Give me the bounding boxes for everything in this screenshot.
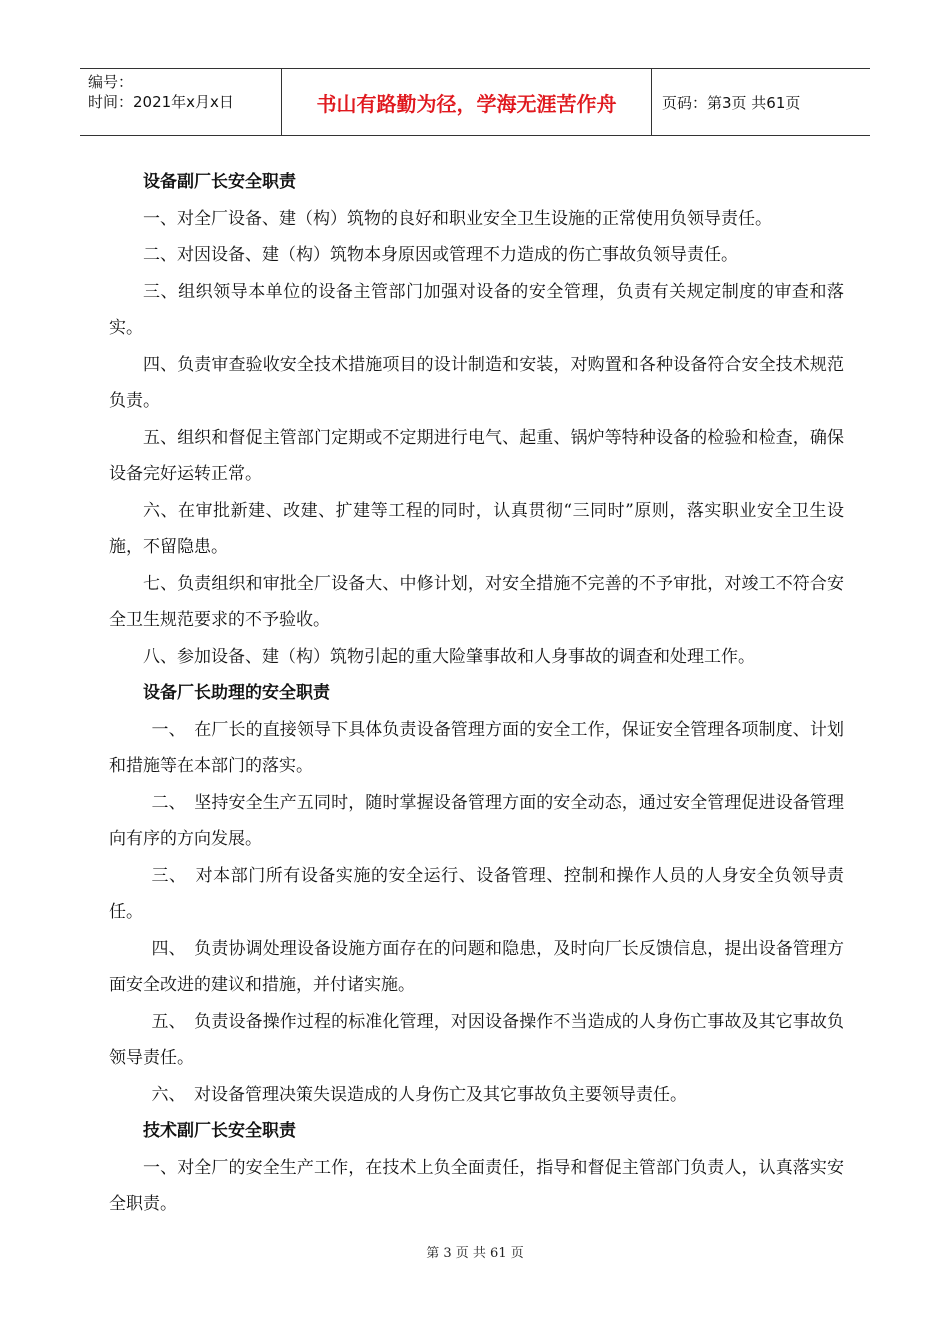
paragraph: 四、 负责协调处理设备设施方面存在的问题和隐患，及时向厂长反馈信息，提出设备管理方面安全改进的建议和措施，并付诸实施。 [109,938,844,995]
page-header [80,68,870,136]
paragraph: 二、 坚持安全生产五同时，随时掌握设备管理方面的安全动态，通过安全管理促进设备管理向有序的方向发展。 [109,792,844,849]
paragraph: 五、 负责设备操作过程的标准化管理，对因设备操作不当造成的人身伤亡事故及其它事故负领导责任。 [109,1011,844,1068]
header-page-info: 页码：第3页 共61页 [662,93,801,112]
paragraph: 一、对全厂设备、建（构）筑物的良好和职业安全卫生设施的正常使用负领导责任。 [143,208,772,229]
section-heading: 技术副厂长安全职责 [143,1121,296,1141]
paragraph: 一、 在厂长的直接领导下具体负责设备管理方面的安全工作，保证安全管理各项制度、计划和措施等在本部门的落实。 [109,719,844,776]
date-label: 时间：2021年x月x日 [88,93,234,111]
number-label: 编号： [88,73,134,91]
section-heading: 设备副厂长安全职责 [143,172,296,192]
paragraph: 六、在审批新建、改建、扩建等工程的同时，认真贯彻“三同时”原则，落实职业安全卫生设施，不留隐患。 [109,500,844,557]
header-meta [80,69,282,135]
section-heading: 设备厂长助理的安全职责 [143,683,330,703]
page-footer: 第 3 页 共 61 页 [426,1246,524,1261]
document-body [109,164,844,1223]
paragraph: 四、负责审查验收安全技术措施项目的设计制造和安装，对购置和各种设备符合安全技术规范负责。 [109,354,844,411]
paragraph: 二、对因设备、建（构）筑物本身原因或管理不力造成的伤亡事故负领导责任。 [143,245,738,265]
paragraph: 五、组织和督促主管部门定期或不定期进行电气、起重、锅炉等特种设备的检验和检查，确保设备完好运转正常。 [109,427,844,484]
paragraph: 六、 对设备管理决策失误造成的人身伤亡及其它事故负主要领导责任。 [151,1084,687,1105]
paragraph: 七、负责组织和审批全厂设备大、中修计划，对安全措施不完善的不予审批，对竣工不符合安全卫生规范要求的不予验收。 [109,573,844,630]
paragraph: 三、 对本部门所有设备实施的安全运行、设备管理、控制和操作人员的人身安全负领导责任。 [109,865,844,922]
paragraph: 一、对全厂的安全生产工作，在技术上负全面责任，指导和督促主管部门负责人，认真落实安全职责。 [109,1157,844,1214]
header-motto: 书山有路勤为径，学海无涯苦作舟 [282,69,652,135]
paragraph: 三、组织领导本单位的设备主管部门加强对设备的安全管理，负责有关规定制度的审查和落实。 [109,281,844,338]
paragraph: 八、参加设备、建（构）筑物引起的重大险肇事故和人身事故的调查和处理工作。 [143,646,755,667]
